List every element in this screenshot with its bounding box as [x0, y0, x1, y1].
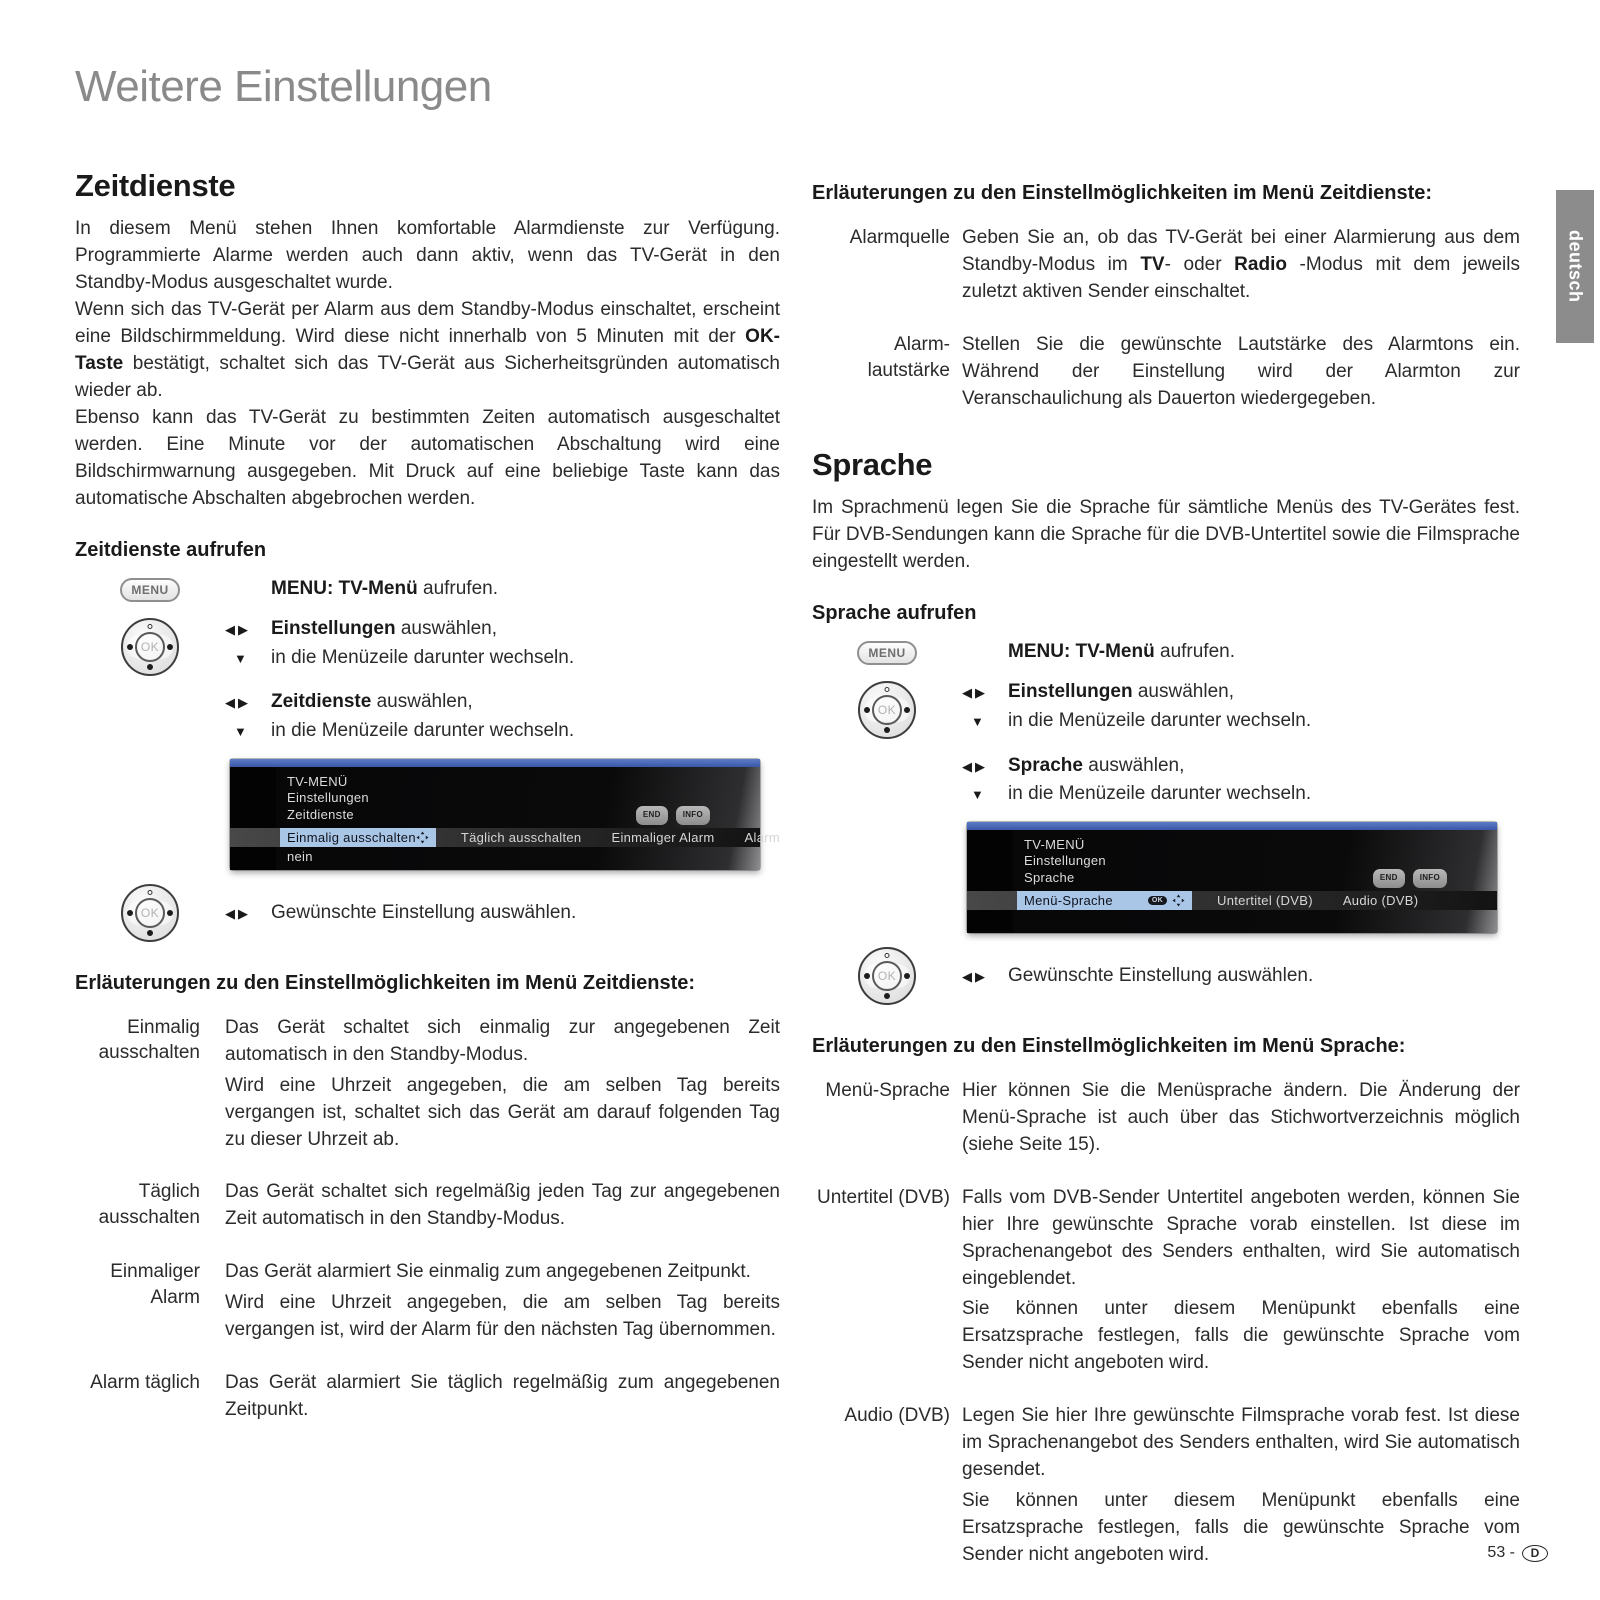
dial-right-dot — [904, 973, 910, 979]
down-arrow-icon: ▼ — [234, 724, 247, 740]
page-footer — [1487, 1544, 1548, 1562]
definition-desc: Legen Sie hier Ihre gewünschte Filmsprache vorab fest. Ist diese im Sprachenangebot des Senders enthalten, wird Sie automatisch gesendet. Sie können unter diesem Menüpunkt ebenfalls eine Ersatzsprache festlegen, falls die gewünschte Sprache vom Sender nicht angeboten wird. — [962, 1405, 1520, 1566]
two-column-layout — [75, 168, 1600, 1595]
screenshot-top-bar — [230, 759, 760, 767]
dial-down-dot — [147, 930, 153, 936]
menu-button-icon: MENU — [120, 578, 179, 602]
end-badge: END — [1373, 869, 1405, 888]
ok-dial-icon — [858, 681, 916, 739]
definition-term: Menü-Sprache — [825, 1079, 950, 1101]
menu-button-icon: MENU — [857, 641, 916, 665]
value-row: nein — [287, 848, 313, 864]
screenshot-body — [967, 830, 1497, 933]
badge-group — [1373, 869, 1447, 888]
definition-term: Einmaliger Alarm — [110, 1261, 200, 1309]
ok-dial-icon — [858, 947, 916, 1005]
definition-desc: Hier können Sie die Menüsprache ändern. Die Änderung der Menü-Sprache ist auch über das Stichwortverzeichnis möglich (siehe Seite 15). — [962, 1079, 1520, 1155]
definition-desc: Das Gerät alarmiert Sie täglich regelmäßig zum angegebenen Zeitpunkt. — [225, 1372, 780, 1421]
tv-menu-screenshot-sprache — [967, 822, 1497, 933]
intro-paragraph: Im Sprachmenü legen Sie die Sprache für sämtliche Menüs des TV-Gerätes fest. Für DVB-Sendungen kann die Sprache für die DVB-Untertitel sowie die Filmsprache eingestellt werden. — [812, 496, 1520, 572]
language-tab — [1556, 190, 1594, 343]
definition-row — [812, 225, 1520, 306]
definition-term: Alarm-lautstärke — [867, 333, 950, 381]
menu-item: Untertitel (DVB) — [1217, 892, 1313, 908]
dial-down-dot — [147, 664, 153, 670]
region-badge: D — [1522, 1545, 1548, 1562]
selected-menu-item: Menü-Sprache OK — [1017, 891, 1192, 910]
dial-right-dot — [167, 644, 173, 650]
down-arrow-icon: ▼ — [971, 713, 984, 729]
definition-term: Alarmquelle — [849, 227, 950, 248]
instruction-step — [75, 884, 780, 942]
definition-term: Einmalig ausschalten — [98, 1016, 200, 1064]
ok-label: OK — [135, 898, 165, 928]
instruction-step — [812, 947, 1520, 1005]
selected-menu-item: Einmalig ausschalten — [280, 828, 436, 847]
definition-desc: Falls vom DVB-Sender Untertitel angeboten werden, können Sie hier Ihre gewünschte Sprache vorab einstellen. Ist diese im Sprachenangebot des Senders enthalten, wird Sie automatisch eingeblendet. Sie können unter diesem Menüpunkt ebenfalls eine Ersatzsprache festlegen, falls die gewünschte Sprache vom Sender nicht angeboten wird. — [962, 1186, 1520, 1374]
move-icon — [1172, 894, 1185, 907]
menu-breadcrumb-line: Sprache END INFO — [967, 869, 1497, 888]
value-row — [967, 911, 1497, 928]
definition-term: Täglich ausschalten — [98, 1181, 200, 1229]
section-heading-sprache: Sprache — [812, 446, 933, 482]
intro-paragraph: Ebenso kann das TV-Gerät zu bestimmten Zeiten automatisch ausgeschaltet werden. Eine Minute vor der automatischen Abschaltung wird eine Bildschirmwarnung ausgegeben. Mit Druck auf eine beliebige Taste kann das automatische Abschalten abgebrochen werden. — [75, 406, 780, 509]
left-right-arrow-icon: ◀▶ — [962, 968, 988, 984]
menu-item-list — [1192, 891, 1418, 910]
subheading-zeitdienste-aufrufen: Zeitdienste aufrufen — [75, 538, 267, 561]
definition-desc: Das Gerät schaltet sich einmalig zur angegebenen Zeit automatisch in den Standby-Modus. Wird eine Uhrzeit angegeben, die am selben Tag bereits vergangen ist, schaltet sich das Gerät am darauf folgenden Tag zu dieser Uhrzeit ab. — [225, 1016, 780, 1150]
step-text: MENU: TV-Menü aufrufen. — [1008, 640, 1235, 662]
definition-term: Alarm täglich — [90, 1372, 200, 1394]
dial-right-dot — [167, 910, 173, 916]
step-text: MENU: TV-Menü aufrufen. — [271, 577, 498, 599]
page-title: Weitere Einstellungen — [75, 62, 492, 111]
menu-breadcrumb-line: Einstellungen — [287, 789, 369, 805]
definition-term: Audio (DVB) — [844, 1405, 950, 1427]
ok-dial-icon — [121, 884, 179, 942]
menu-item: Alarm — [744, 829, 780, 845]
dial-left-dot — [127, 910, 133, 916]
definition-row — [75, 1015, 780, 1154]
ok-key-icon: OK — [1148, 896, 1167, 905]
step-text: ◀▶ Gewünschte Einstellung auswählen. — [225, 901, 577, 923]
down-arrow-icon: ▼ — [971, 787, 984, 803]
menu-item: Einmaliger Alarm — [611, 829, 715, 845]
ok-dial-icon — [121, 618, 179, 676]
definition-desc: Stellen Sie die gewünschte Lautstärke des Alarmtons ein. Während der Einstellung wird der Alarmton zur Veranschaulichung als Dauerton wiedergegeben. — [962, 333, 1520, 409]
dial-right-dot — [904, 707, 910, 713]
left-right-arrow-icon: ◀▶ — [962, 685, 988, 701]
explanations-heading: Erläuterungen zu den Einstellmöglichkeiten im Menü Zeitdienste: — [75, 971, 696, 994]
intro-paragraph: In diesem Menü stehen Ihnen komfortable Alarmdienste zur Verfügung. Programmierte Alarme werden auch dann aktiv, wenn das TV-Gerät in den Standby-Modus ausgeschaltet wurde. — [75, 218, 780, 293]
instruction-step — [75, 576, 780, 603]
menu-item-row — [230, 828, 780, 847]
end-badge: END — [636, 806, 668, 825]
explanations-heading: Erläuterungen zu den Einstellmöglichkeiten im Menü Zeitdienste: — [812, 182, 1433, 204]
tv-menu-screenshot-zeitdienste — [230, 759, 780, 870]
intro-paragraph: Wenn sich das TV-Gerät per Alarm aus dem Standby-Modus einschaltet, erscheint eine Bildschirmmeldung. Wird diese nicht innerhalb von 5 Minuten mit der OK-Taste bestätigt, schaltet sich das TV-Gerät aus Sicherheitsgründen automatisch wieder ab. — [75, 298, 780, 401]
definition-row — [812, 1185, 1520, 1378]
menu-item-row — [967, 891, 1497, 910]
step-text: ◀▶ Gewünschte Einstellung auswählen. — [962, 964, 1314, 986]
menu-breadcrumb-line: Zeitdienste END INFO — [230, 806, 760, 825]
definition-row — [812, 332, 1520, 413]
definition-row — [75, 1259, 780, 1344]
language-tab-label: deutsch — [1565, 230, 1586, 303]
definition-desc: Das Gerät schaltet sich regelmäßig jeden Tag zur angegebenen Zeit automatisch in den Standby-Modus. — [225, 1181, 780, 1230]
left-right-arrow-icon: ◀▶ — [225, 622, 251, 638]
subheading-sprache-aufrufen: Sprache aufrufen — [812, 601, 977, 624]
left-right-arrow-icon: ◀▶ — [962, 758, 988, 774]
step-text-group: ◀▶ Einstellungen auswählen, ▼ in die Menüzeile darunter wechseln. ◀▶ Zeitdienste auswählen, ▼ in die Menüzeile darunter wechseln. — [225, 618, 575, 742]
dial-up-dot — [885, 953, 890, 958]
info-badge: INFO — [676, 806, 710, 825]
ok-label: OK — [872, 695, 902, 725]
dial-left-dot — [864, 973, 870, 979]
definition-row — [812, 1078, 1520, 1159]
definition-desc: Geben Sie an, ob das TV-Gerät bei einer Alarmierung aus dem Standby-Modus im TV- oder Radio -Modus mit dem jeweils zuletzt aktiven Sender einschaltet. — [962, 227, 1521, 302]
screenshot-top-bar — [967, 822, 1497, 830]
instruction-step — [812, 639, 1520, 666]
info-badge: INFO — [1413, 869, 1447, 888]
ok-label: OK — [872, 961, 902, 991]
explanations-heading: Erläuterungen zu den Einstellmöglichkeiten im Menü Sprache: — [812, 1034, 1406, 1057]
dial-left-dot — [864, 707, 870, 713]
definition-row — [812, 1403, 1520, 1569]
move-icon — [416, 831, 429, 844]
menu-item-list — [436, 828, 780, 847]
definition-row — [75, 1179, 780, 1233]
badge-group — [636, 806, 710, 825]
left-column — [75, 168, 780, 1595]
dial-up-dot — [148, 890, 153, 895]
menu-breadcrumb-line: TV-MENÜ — [287, 773, 348, 789]
dial-down-dot — [884, 993, 890, 999]
definition-row — [75, 1370, 780, 1424]
left-right-arrow-icon: ◀▶ — [225, 905, 251, 921]
page-number: 53 - — [1487, 1544, 1515, 1561]
dial-up-dot — [148, 624, 153, 629]
instruction-step — [812, 679, 1520, 807]
down-arrow-icon: ▼ — [234, 650, 247, 666]
menu-item: Audio (DVB) — [1342, 892, 1419, 908]
screenshot-body — [230, 767, 780, 870]
section-heading-zeitdienste: Zeitdienste — [75, 168, 236, 203]
definition-term: Untertitel (DVB) — [816, 1186, 950, 1208]
dial-up-dot — [885, 687, 890, 692]
dial-left-dot — [127, 644, 133, 650]
menu-breadcrumb-line: Einstellungen — [1024, 852, 1106, 868]
left-right-arrow-icon: ◀▶ — [225, 695, 251, 711]
dial-down-dot — [884, 727, 890, 733]
ok-label: OK — [135, 632, 165, 662]
menu-breadcrumb-line: TV-MENÜ — [1024, 836, 1085, 852]
instruction-step — [75, 616, 780, 744]
step-text-group: ◀▶ Einstellungen auswählen, ▼ in die Menüzeile darunter wechseln. ◀▶ Sprache auswählen, ▼ in die Menüzeile darunter wechseln. — [962, 681, 1312, 805]
right-column — [812, 168, 1520, 1595]
menu-item: Täglich ausschalten — [460, 829, 582, 845]
definition-desc: Das Gerät alarmiert Sie einmalig zum angegebenen Zeitpunkt. Wird eine Uhrzeit angegeben, die am selben Tag bereits vergangen ist, wird der Alarm für den nächsten Tag übernommen. — [225, 1261, 780, 1341]
